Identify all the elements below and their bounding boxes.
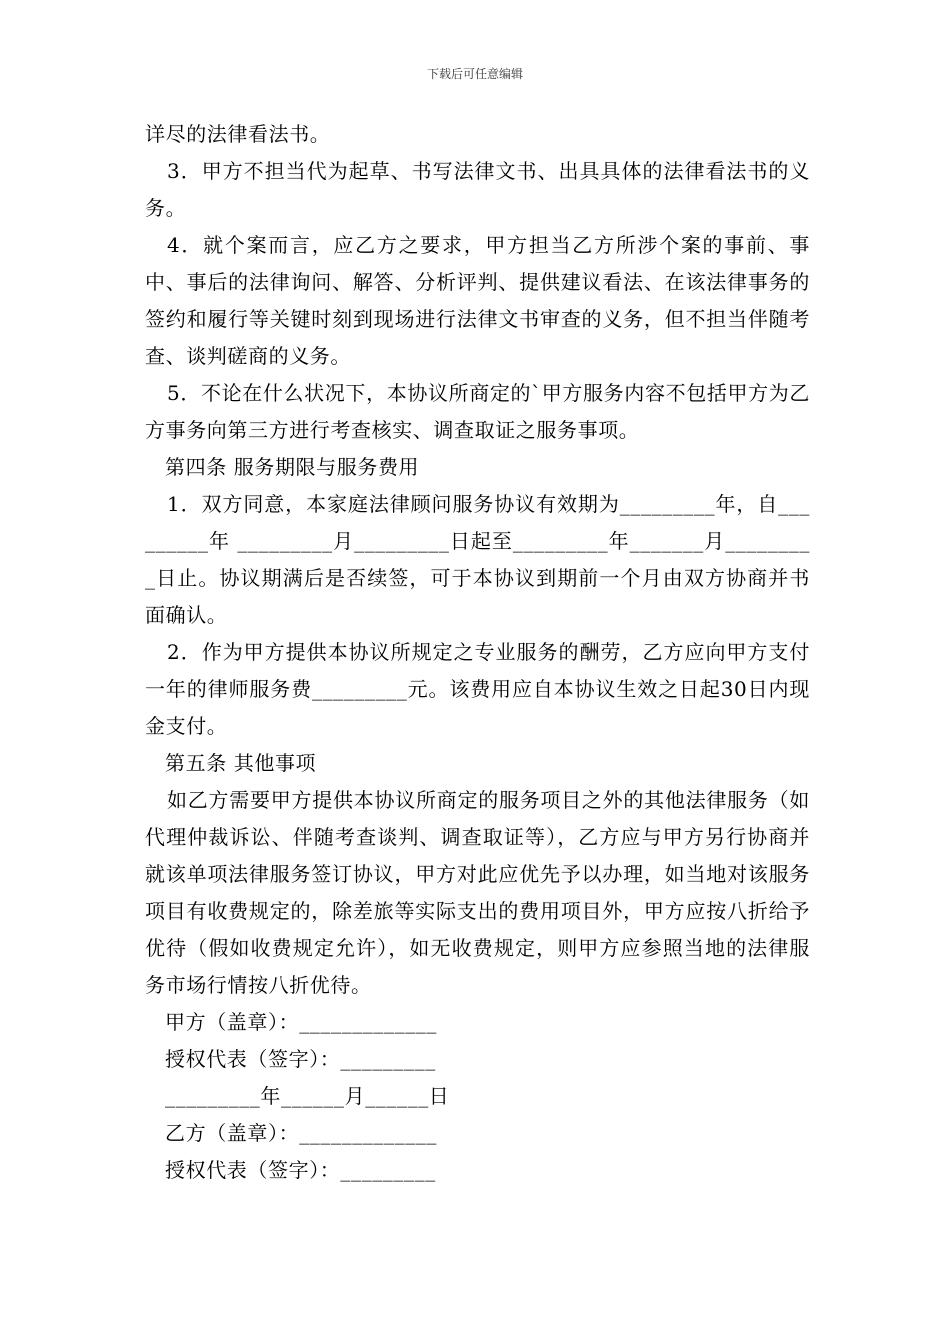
paragraph-clause-5: 5．不论在什么状况下，本协议所商定的`甲方服务内容不包括甲方为乙方事务向第三方进行考查核实、调查取证之服务事项。 xyxy=(145,381,810,442)
document-body xyxy=(145,116,810,1189)
page-header: 下载后可任意编辑 xyxy=(426,67,523,81)
paragraph-fee-2: 2．作为甲方提供本协议所规定之专业服务的酬劳，乙方应向甲方支付一年的律师服务费_________元。该费用应自本协议生效之日起30日内现金支付。 xyxy=(145,640,810,738)
party-b-representative-line: 授权代表（签字）：_________ xyxy=(165,1158,436,1182)
article-4-heading: 第四条 服务期限与服务费用 xyxy=(165,455,420,479)
paragraph-clause-3: 3．甲方不担当代为起草、书写法律文书、出具具体的法律看法书的义务。 xyxy=(145,159,810,220)
paragraph-clause-4: 4．就个案而言，应乙方之要求，甲方担当乙方所涉个案的事前、事中、事后的法律询问、解答、分析评判、提供建议看法、在该法律事务的签约和履行等关键时刻到现场进行法律文书审查的义务，但不担当伴随考查、谈判磋商的义务。 xyxy=(145,233,810,368)
party-a-seal-line: 甲方（盖章）：_____________ xyxy=(165,1010,437,1034)
paragraph-term-1: 1．双方同意，本家庭法律顾问服务协议有效期为_________年，自_________年 _________月_________日起至_________年_______月_________日止。协议期满后是否续签，可于本协议到期前一个月由双方协商并书面确认。 xyxy=(145,492,810,627)
signature-date-line: _________年______月______日 xyxy=(165,1084,450,1108)
party-a-representative-line: 授权代表（签字）：_________ xyxy=(165,1047,436,1071)
article-5-heading: 第五条 其他事项 xyxy=(165,751,317,775)
party-b-seal-line: 乙方（盖章）：_____________ xyxy=(165,1121,437,1145)
paragraph-continuation: 详尽的法律看法书。 xyxy=(145,122,331,146)
paragraph-other-matters: 如乙方需要甲方提供本协议所商定的服务项目之外的其他法律服务（如代理仲裁诉讼、伴随考查谈判、调查取证等），乙方应与甲方另行协商并就该单项法律服务签订协议，甲方对此应优先予以办理，如当地对该服务项目有收费规定的，除差旅等实际支出的费用项目外，甲方应按八折给予优待（假如收费规定允许），如无收费规定，则甲方应参照当地的法律服务市场行情按八折优待。 xyxy=(145,788,810,997)
